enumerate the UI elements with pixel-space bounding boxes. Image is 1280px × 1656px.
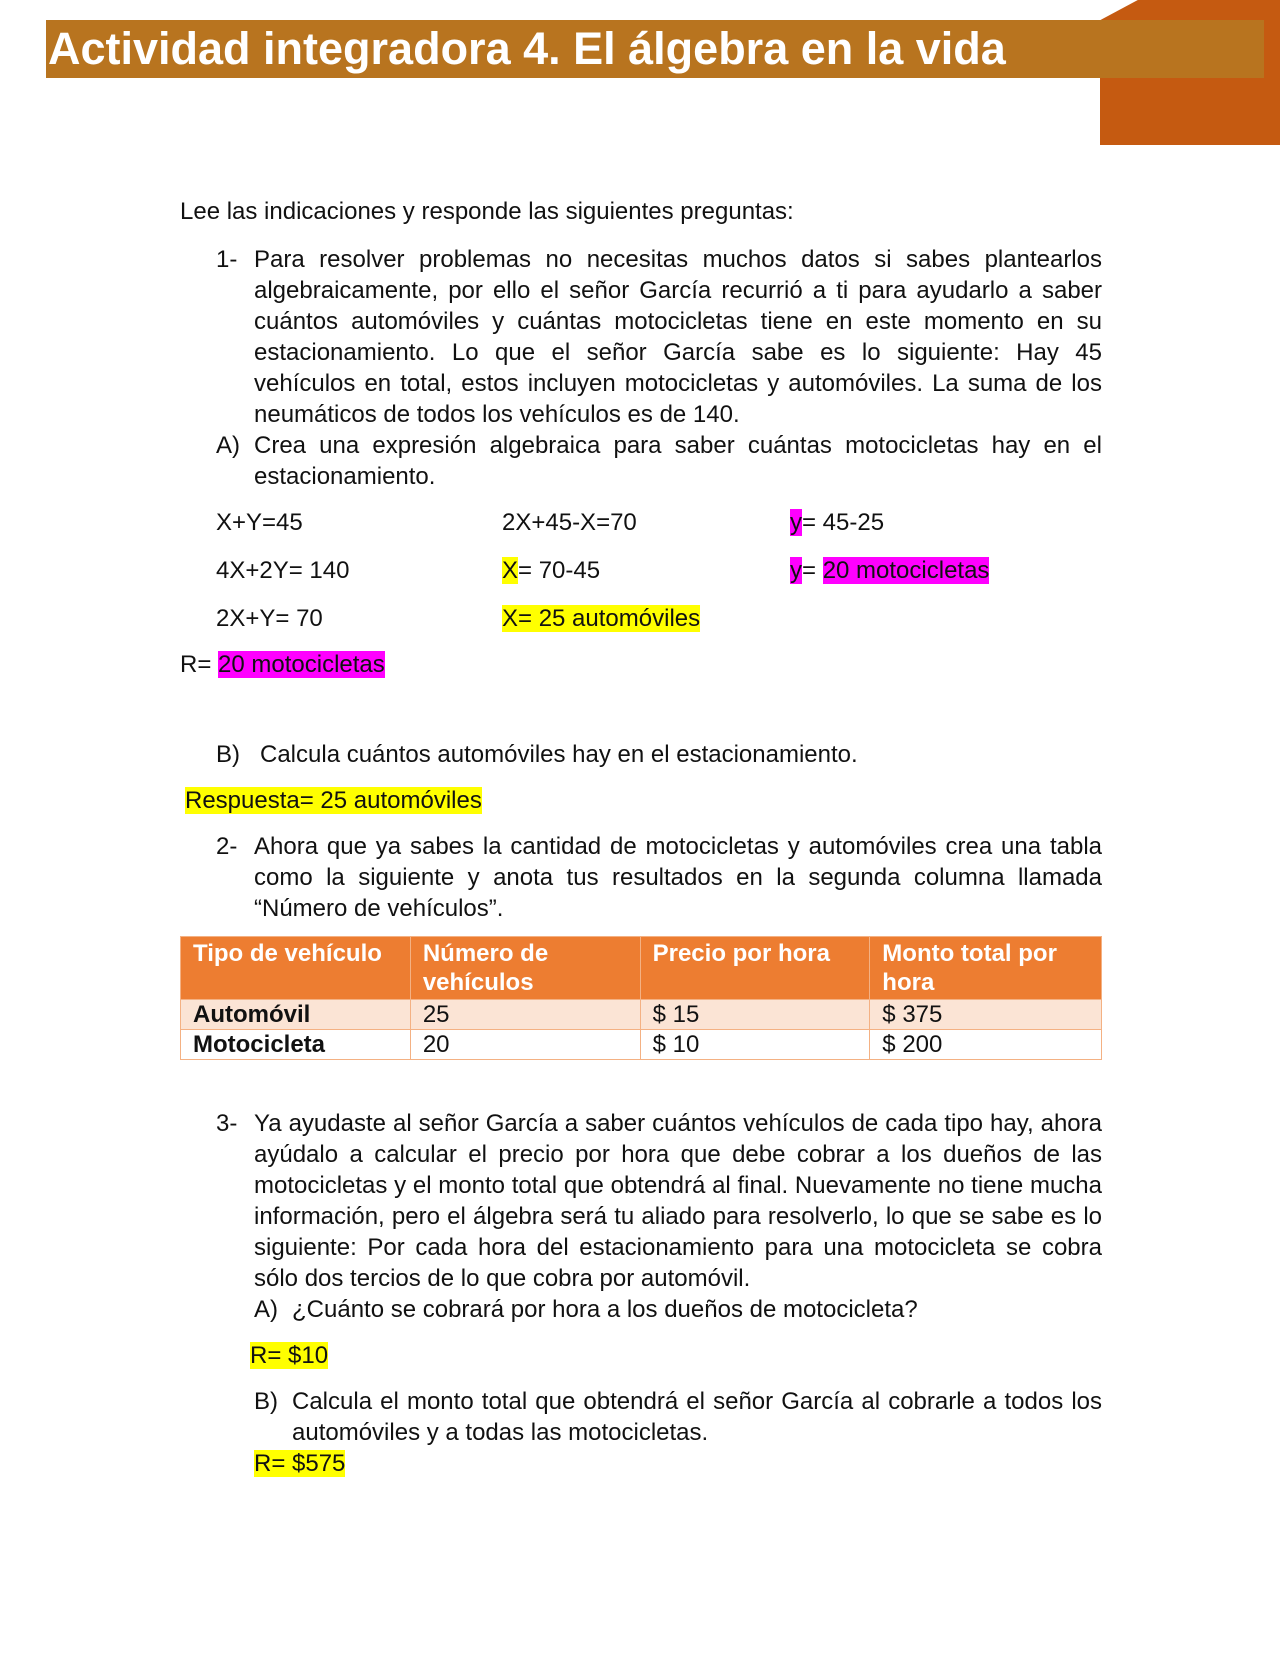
equation: [502, 603, 790, 651]
table-cell: $ 375: [870, 1000, 1102, 1030]
table-row: [181, 1000, 1102, 1030]
table-cell: Automóvil: [181, 1000, 411, 1030]
table-cell: Motocicleta: [181, 1030, 411, 1060]
equation-var: y: [790, 509, 802, 536]
question-1b-text: Calcula cuántos automóviles hay en el estacionamiento.: [260, 741, 858, 768]
question-1a-text: Crea una expresión algebraica para saber cuántas motocicletas hay en el estacionamiento.: [254, 432, 1102, 490]
answer-3b-value: R= $575: [254, 1450, 346, 1477]
question-3: [180, 1108, 1102, 1294]
question-3b-text: Calcula el monto total que obtendrá el señor García al cobrarle a todos los automóviles y a todas las motocicletas.: [292, 1388, 1102, 1446]
equation-rest: = 45-25: [802, 509, 885, 536]
page-title: Actividad integradora 4. El álgebra en la vida: [48, 23, 1006, 74]
vehicles-table: [180, 936, 1102, 1060]
answer-1b: [180, 785, 1102, 816]
equation-answer: 20 motocicletas: [822, 557, 990, 584]
table-cell: 25: [410, 1000, 640, 1030]
question-2-number: 2-: [216, 833, 238, 860]
question-3b: [180, 1386, 1102, 1448]
question-1b-letter: B): [216, 741, 240, 768]
question-3a-text: ¿Cuánto se cobrará por hora a los dueños de motocicleta?: [292, 1296, 918, 1323]
table-header: Número de vehículos: [410, 937, 640, 1000]
answer-1b-value: Respuesta= 25 automóviles: [185, 787, 482, 814]
table-header: Monto total por hora: [870, 937, 1102, 1000]
equation-answer: X= 25 automóviles: [502, 605, 701, 632]
answer-1a-prefix: R=: [180, 651, 219, 678]
question-1a-letter: A): [216, 432, 240, 459]
question-2: [180, 831, 1102, 924]
equation: [790, 555, 1102, 603]
equations-grid: [180, 507, 1102, 651]
intro-text: Lee las indicaciones y responde las siguientes preguntas:: [180, 198, 794, 225]
question-1b: [180, 739, 1102, 770]
answer-3b: [180, 1448, 1102, 1479]
equation-rest: = 70-45: [518, 557, 601, 584]
document-body: [180, 196, 1102, 1479]
answer-3a: [180, 1340, 1102, 1371]
question-1-number: 1-: [216, 246, 238, 273]
question-3a-letter: A): [254, 1296, 278, 1323]
table-cell: $ 10: [640, 1030, 870, 1060]
equation-empty: [790, 603, 1102, 651]
equation: 4X+2Y= 140: [216, 557, 350, 584]
equation-rest: =: [802, 557, 823, 584]
answer-3a-value: R= $10: [250, 1342, 329, 1369]
question-2-text: Ahora que ya sabes la cantidad de motocicletas y automóviles crea una tabla como la siguiente y anota tus resultados en la segunda columna llamada “Número de vehículos”.: [254, 833, 1102, 922]
question-1a: [180, 430, 1102, 492]
equation: 2X+45-X=70: [502, 509, 637, 536]
table-header: Tipo de vehículo: [181, 937, 411, 1000]
table-cell: 20: [410, 1030, 640, 1060]
question-3b-letter: B): [254, 1388, 278, 1415]
equation: [790, 507, 1102, 555]
table-cell: $ 15: [640, 1000, 870, 1030]
answer-1a-value: 20 motocicletas: [218, 651, 385, 678]
equation-var: y: [790, 557, 802, 584]
table-header-row: [181, 937, 1102, 1000]
equation: 2X+Y= 70: [216, 605, 323, 632]
table-cell: $ 200: [870, 1030, 1102, 1060]
question-3a: [180, 1294, 1102, 1325]
equation: [502, 555, 790, 603]
equation-var: X: [502, 557, 519, 584]
answer-1a: [180, 649, 1102, 680]
question-1: [180, 244, 1102, 430]
equation: X+Y=45: [216, 509, 303, 536]
table-row: [181, 1030, 1102, 1060]
question-3-text: Ya ayudaste al señor García a saber cuántos vehículos de cada tipo hay, ahora ayúdalo a calcular el precio por hora que debe cobrar a los dueños de las motocicletas y el monto total que obtendrá al final. Nuevamente no tiene mucha información, pero el álgebra será tu aliado para resolverlo, lo que se sabe es lo siguiente: Por cada hora del estacionamiento para una motocicleta se cobra sólo dos tercios de lo que cobra por automóvil.: [254, 1110, 1102, 1292]
table-header: Precio por hora: [640, 937, 870, 1000]
question-1-text: Para resolver problemas no necesitas muchos datos si sabes plantearlos algebraicamente, por ello el señor García recurrió a ti para ayudarlo a saber cuántos automóviles y cuántas motocicletas tiene en este momento en su estacionamiento. Lo que el señor García sabe es lo siguiente: Hay 45 vehículos en total, estos incluyen motocicletas y automóviles. La suma de los neumáticos de todos los vehículos es de 140.: [254, 246, 1102, 428]
question-3-number: 3-: [216, 1110, 238, 1137]
